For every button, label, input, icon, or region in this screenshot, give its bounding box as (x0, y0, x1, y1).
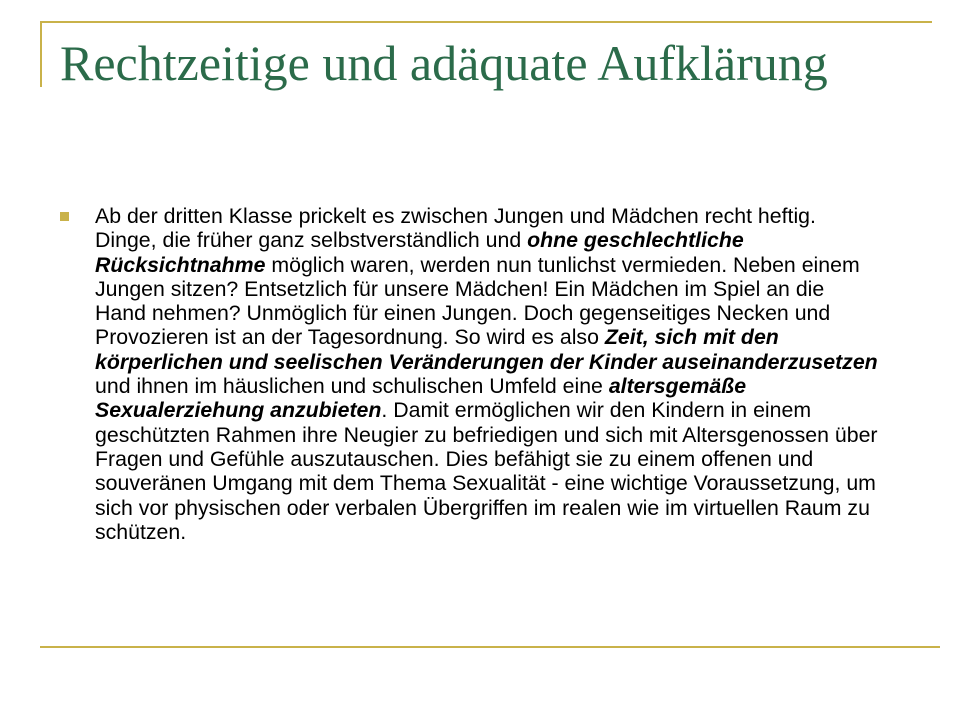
frame-left-line (40, 21, 42, 87)
text-segment: und ihnen im häuslichen und schulischen Umfeld eine (95, 374, 609, 399)
frame-bottom-line (40, 646, 940, 648)
square-bullet-icon (60, 212, 69, 221)
text-segment: Ab der dritten Klasse prickelt es zwischen Jungen und Mädchen recht heftig. Dinge, die früher ganz selbstverständlich und (95, 204, 816, 253)
frame-top-line (40, 21, 932, 23)
text-segment: möglich waren, werden nun tunlichst vermieden. Neben einem Jungen sitzen? Entsetzlich für unsere Mädchen! Ein Mädchen im Spiel an die Hand nehmen? Unmöglich für einen Jungen. Doch gegenseitiges Necken und Provozieren ist an der Tagesordnung. So wird es also (95, 252, 860, 350)
emphasized-text: ohne geschlechtliche Rücksichtnahme (95, 228, 744, 277)
bullet-paragraph (95, 204, 880, 544)
emphasized-text: Zeit, sich mit den körperlichen und seelischen Veränderungen der Kinder auseinanderzusetzen (95, 325, 878, 374)
slide-title: Rechtzeitige und adäquate Aufklärung (60, 35, 828, 91)
emphasized-text: altersgemäße Sexualerziehung anzubieten (95, 374, 747, 423)
bullet-list (60, 204, 880, 544)
text-segment: . Damit ermöglichen wir den Kindern in einem geschützten Rahmen ihre Neugier zu befriedigen und sich mit Altersgenossen über Fragen und Gefühle auszutauschen. Dies befähigt sie zu einem offenen und souveränen Umgang mit dem Thema Sexualität - eine wichtige Voraussetzung, um sich vor physischen oder verbalen Übergriffen im realen wie im virtuellen Raum zu schützen. (95, 398, 878, 544)
